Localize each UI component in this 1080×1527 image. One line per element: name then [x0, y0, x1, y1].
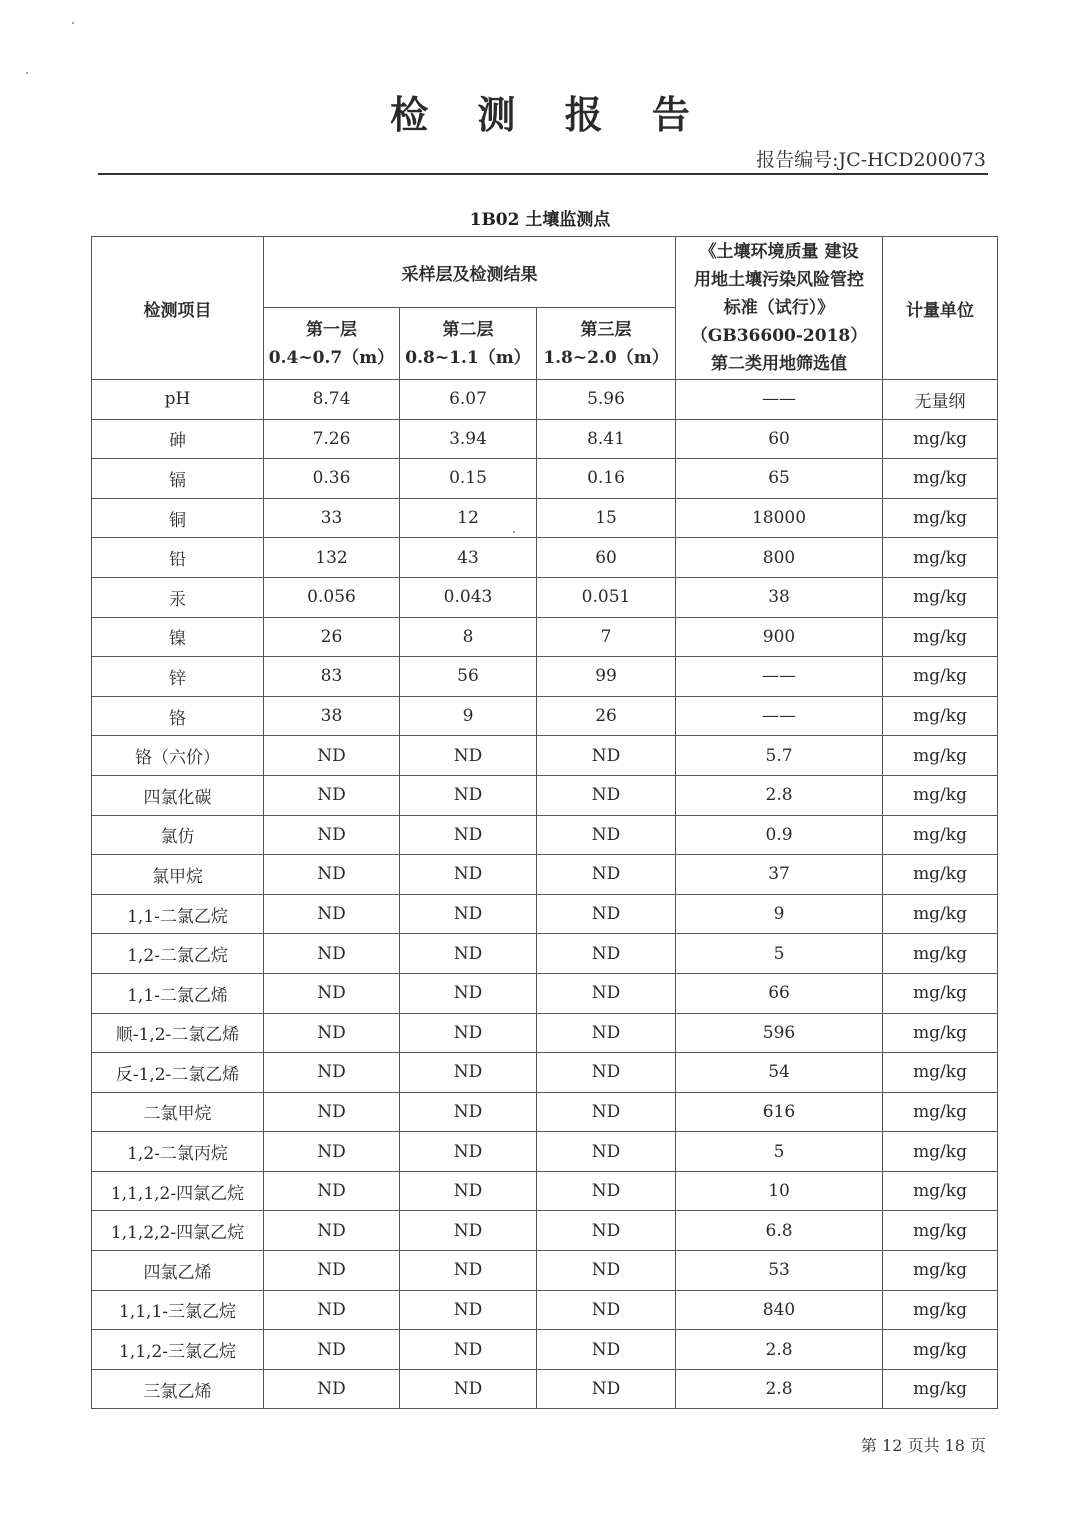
cell-item: 镉: [92, 459, 264, 499]
cell-item: 铬: [92, 696, 264, 736]
cell-unit: mg/kg: [883, 736, 998, 776]
cell-standard: 18000: [676, 498, 883, 538]
table-row: [92, 1290, 998, 1330]
cell-item: 顺-1,2-二氯乙烯: [92, 1013, 264, 1053]
cell-unit: mg/kg: [883, 973, 998, 1013]
results-table: [91, 236, 998, 1409]
table-row: [92, 1171, 998, 1211]
cell-layer-1: 0.056: [264, 577, 400, 617]
cell-standard: 9: [676, 894, 883, 934]
cell-layer-1: 26: [264, 617, 400, 657]
cell-layer-1: ND: [264, 973, 400, 1013]
cell-layer-2: ND: [400, 1013, 537, 1053]
cell-layer-2: ND: [400, 934, 537, 974]
table-row: [92, 815, 998, 855]
cell-unit: mg/kg: [883, 934, 998, 974]
cell-layer-2: ND: [400, 1092, 537, 1132]
cell-layer-1: 132: [264, 538, 400, 578]
cell-layer-2: ND: [400, 1251, 537, 1291]
cell-unit: mg/kg: [883, 1330, 998, 1370]
cell-item: 氯甲烷: [92, 855, 264, 895]
header-item: 检测项目: [92, 237, 264, 380]
cell-item: 三氯乙烯: [92, 1369, 264, 1409]
cell-unit: mg/kg: [883, 1369, 998, 1409]
cell-standard: 800: [676, 538, 883, 578]
cell-layer-1: ND: [264, 1053, 400, 1093]
cell-standard: 54: [676, 1053, 883, 1093]
cell-layer-3: 8.41: [537, 419, 676, 459]
cell-layer-3: ND: [537, 815, 676, 855]
cell-unit: mg/kg: [883, 1251, 998, 1291]
cell-item: 1,1-二氯乙烯: [92, 973, 264, 1013]
cell-unit: mg/kg: [883, 1290, 998, 1330]
cell-item: 砷: [92, 419, 264, 459]
table-row: [92, 1369, 998, 1409]
cell-standard: ——: [676, 380, 883, 420]
cell-layer-2: ND: [400, 736, 537, 776]
cell-standard: 53: [676, 1251, 883, 1291]
cell-item: 铬（六价）: [92, 736, 264, 776]
cell-layer-2: 56: [400, 657, 537, 697]
cell-layer-1: ND: [264, 894, 400, 934]
header-row-1: [92, 237, 998, 308]
cell-item: 反-1,2-二氯乙烯: [92, 1053, 264, 1093]
header-rule: [98, 173, 988, 175]
table-row: [92, 459, 998, 499]
cell-layer-1: ND: [264, 736, 400, 776]
cell-layer-1: ND: [264, 1290, 400, 1330]
cell-unit: mg/kg: [883, 1053, 998, 1093]
scan-speck: [72, 22, 74, 24]
cell-standard: 5: [676, 934, 883, 974]
cell-layer-2: ND: [400, 1053, 537, 1093]
cell-layer-1: 8.74: [264, 380, 400, 420]
cell-unit: mg/kg: [883, 696, 998, 736]
cell-layer-3: ND: [537, 1211, 676, 1251]
cell-item: 1,1,2-三氯乙烷: [92, 1330, 264, 1370]
cell-layer-3: ND: [537, 894, 676, 934]
cell-layer-2: ND: [400, 775, 537, 815]
cell-layer-1: ND: [264, 1092, 400, 1132]
header-standard: 《土壤环境质量 建设 用地土壤污染风险管控 标准（试行）》 （GB36600-2018） 第二类用地筛选值: [676, 237, 883, 380]
cell-item: 四氯乙烯: [92, 1251, 264, 1291]
table-row: [92, 894, 998, 934]
cell-layer-2: ND: [400, 1330, 537, 1370]
cell-item: 汞: [92, 577, 264, 617]
cell-layer-3: ND: [537, 1369, 676, 1409]
cell-standard: 60: [676, 419, 883, 459]
cell-standard: ——: [676, 696, 883, 736]
cell-layer-3: ND: [537, 973, 676, 1013]
cell-item: 二氯甲烷: [92, 1092, 264, 1132]
cell-unit: 无量纲: [883, 380, 998, 420]
table-row: [92, 736, 998, 776]
cell-item: 1,2-二氯丙烷: [92, 1132, 264, 1172]
cell-layer-3: ND: [537, 1132, 676, 1172]
cell-item: 1,2-二氯乙烷: [92, 934, 264, 974]
cell-layer-3: 0.16: [537, 459, 676, 499]
cell-unit: mg/kg: [883, 1092, 998, 1132]
cell-layer-2: 0.15: [400, 459, 537, 499]
cell-layer-2: ND: [400, 1132, 537, 1172]
cell-layer-2: 3.94: [400, 419, 537, 459]
cell-layer-3: ND: [537, 775, 676, 815]
cell-standard: 5: [676, 1132, 883, 1172]
table-row: [92, 419, 998, 459]
scan-speck: [26, 72, 28, 74]
cell-item: pH: [92, 380, 264, 420]
cell-layer-2: ND: [400, 894, 537, 934]
cell-layer-1: 83: [264, 657, 400, 697]
cell-layer-3: 5.96: [537, 380, 676, 420]
cell-item: 1,1,2,2-四氯乙烷: [92, 1211, 264, 1251]
cell-layer-1: 33: [264, 498, 400, 538]
cell-standard: 900: [676, 617, 883, 657]
cell-layer-1: 7.26: [264, 419, 400, 459]
cell-standard: 616: [676, 1092, 883, 1132]
cell-layer-1: ND: [264, 1013, 400, 1053]
cell-layer-3: ND: [537, 1330, 676, 1370]
cell-layer-2: ND: [400, 973, 537, 1013]
cell-layer-1: ND: [264, 775, 400, 815]
cell-standard: 37: [676, 855, 883, 895]
cell-layer-2: 6.07: [400, 380, 537, 420]
cell-layer-1: ND: [264, 815, 400, 855]
cell-item: 镍: [92, 617, 264, 657]
cell-layer-3: ND: [537, 934, 676, 974]
table-row: [92, 380, 998, 420]
cell-item: 锌: [92, 657, 264, 697]
cell-layer-2: ND: [400, 1211, 537, 1251]
cell-layer-2: 43: [400, 538, 537, 578]
cell-unit: mg/kg: [883, 1013, 998, 1053]
table-row: [92, 498, 998, 538]
cell-item: 1,1-二氯乙烷: [92, 894, 264, 934]
header-results-group: 采样层及检测结果: [264, 237, 676, 308]
cell-layer-3: 60: [537, 538, 676, 578]
cell-layer-1: ND: [264, 934, 400, 974]
cell-item: 氯仿: [92, 815, 264, 855]
cell-layer-3: ND: [537, 1171, 676, 1211]
table-title: 1B02 土壤监测点: [469, 210, 611, 230]
cell-layer-3: ND: [537, 1290, 676, 1330]
cell-item: 铜: [92, 498, 264, 538]
cell-standard: 66: [676, 973, 883, 1013]
cell-standard: 2.8: [676, 1369, 883, 1409]
cell-unit: mg/kg: [883, 1132, 998, 1172]
cell-item: 四氯化碳: [92, 775, 264, 815]
cell-layer-1: ND: [264, 855, 400, 895]
cell-layer-2: 9: [400, 696, 537, 736]
cell-layer-3: 15: [537, 498, 676, 538]
header-unit: 计量单位: [883, 237, 998, 380]
report-number: 报告编号:JC-HCD200073: [756, 149, 986, 171]
header-layer-1: 第一层 0.4~0.7（m）: [264, 308, 400, 380]
table-row: [92, 1013, 998, 1053]
cell-standard: 596: [676, 1013, 883, 1053]
cell-layer-1: ND: [264, 1330, 400, 1370]
table-row: [92, 1092, 998, 1132]
table-row: [92, 696, 998, 736]
cell-unit: mg/kg: [883, 775, 998, 815]
cell-unit: mg/kg: [883, 419, 998, 459]
cell-unit: mg/kg: [883, 894, 998, 934]
table-row: [92, 1053, 998, 1093]
cell-layer-1: ND: [264, 1251, 400, 1291]
cell-item: 1,1,1-三氯乙烷: [92, 1290, 264, 1330]
cell-standard: ——: [676, 657, 883, 697]
table-row: [92, 657, 998, 697]
cell-unit: mg/kg: [883, 815, 998, 855]
table-row: [92, 1132, 998, 1172]
cell-standard: 6.8: [676, 1211, 883, 1251]
table-row: [92, 577, 998, 617]
table-row: [92, 973, 998, 1013]
page-footer: 第 12 页共 18 页: [860, 1436, 986, 1455]
cell-layer-3: ND: [537, 736, 676, 776]
table-row: [92, 775, 998, 815]
cell-layer-2: ND: [400, 815, 537, 855]
cell-layer-3: 0.051: [537, 577, 676, 617]
table-row: [92, 855, 998, 895]
cell-item: 铅: [92, 538, 264, 578]
table-row: [92, 934, 998, 974]
cell-layer-3: 7: [537, 617, 676, 657]
cell-layer-3: 99: [537, 657, 676, 697]
table-row: [92, 617, 998, 657]
cell-unit: mg/kg: [883, 538, 998, 578]
table-row: [92, 1211, 998, 1251]
cell-unit: mg/kg: [883, 1211, 998, 1251]
cell-standard: 2.8: [676, 775, 883, 815]
cell-unit: mg/kg: [883, 657, 998, 697]
cell-unit: mg/kg: [883, 855, 998, 895]
cell-layer-2: 12: [400, 498, 537, 538]
header-layer-2: 第二层 0.8~1.1（m）: [400, 308, 537, 380]
cell-standard: 38: [676, 577, 883, 617]
cell-unit: mg/kg: [883, 617, 998, 657]
cell-layer-1: ND: [264, 1369, 400, 1409]
header-layer-3: 第三层 1.8~2.0（m）: [537, 308, 676, 380]
cell-layer-2: ND: [400, 1290, 537, 1330]
cell-standard: 840: [676, 1290, 883, 1330]
cell-layer-1: 0.36: [264, 459, 400, 499]
cell-unit: mg/kg: [883, 1171, 998, 1211]
cell-standard: 5.7: [676, 736, 883, 776]
table-row: [92, 1251, 998, 1291]
cell-unit: mg/kg: [883, 577, 998, 617]
cell-layer-3: ND: [537, 1053, 676, 1093]
cell-layer-2: ND: [400, 1369, 537, 1409]
cell-layer-3: ND: [537, 855, 676, 895]
cell-standard: 0.9: [676, 815, 883, 855]
cell-item: 1,1,1,2-四氯乙烷: [92, 1171, 264, 1211]
cell-layer-2: 8: [400, 617, 537, 657]
cell-layer-2: ND: [400, 1171, 537, 1211]
cell-unit: mg/kg: [883, 498, 998, 538]
cell-layer-2: 0.043: [400, 577, 537, 617]
cell-standard: 10: [676, 1171, 883, 1211]
table-row: [92, 1330, 998, 1370]
cell-layer-3: ND: [537, 1092, 676, 1132]
cell-layer-3: ND: [537, 1013, 676, 1053]
cell-standard: 65: [676, 459, 883, 499]
cell-layer-1: ND: [264, 1171, 400, 1211]
cell-layer-3: ND: [537, 1251, 676, 1291]
cell-unit: mg/kg: [883, 459, 998, 499]
table-row: [92, 538, 998, 578]
document-title: 检 测 报 告: [390, 93, 708, 137]
cell-layer-1: ND: [264, 1132, 400, 1172]
cell-layer-1: ND: [264, 1211, 400, 1251]
cell-layer-2: ND: [400, 855, 537, 895]
cell-standard: 2.8: [676, 1330, 883, 1370]
cell-layer-1: 38: [264, 696, 400, 736]
cell-layer-3: 26: [537, 696, 676, 736]
